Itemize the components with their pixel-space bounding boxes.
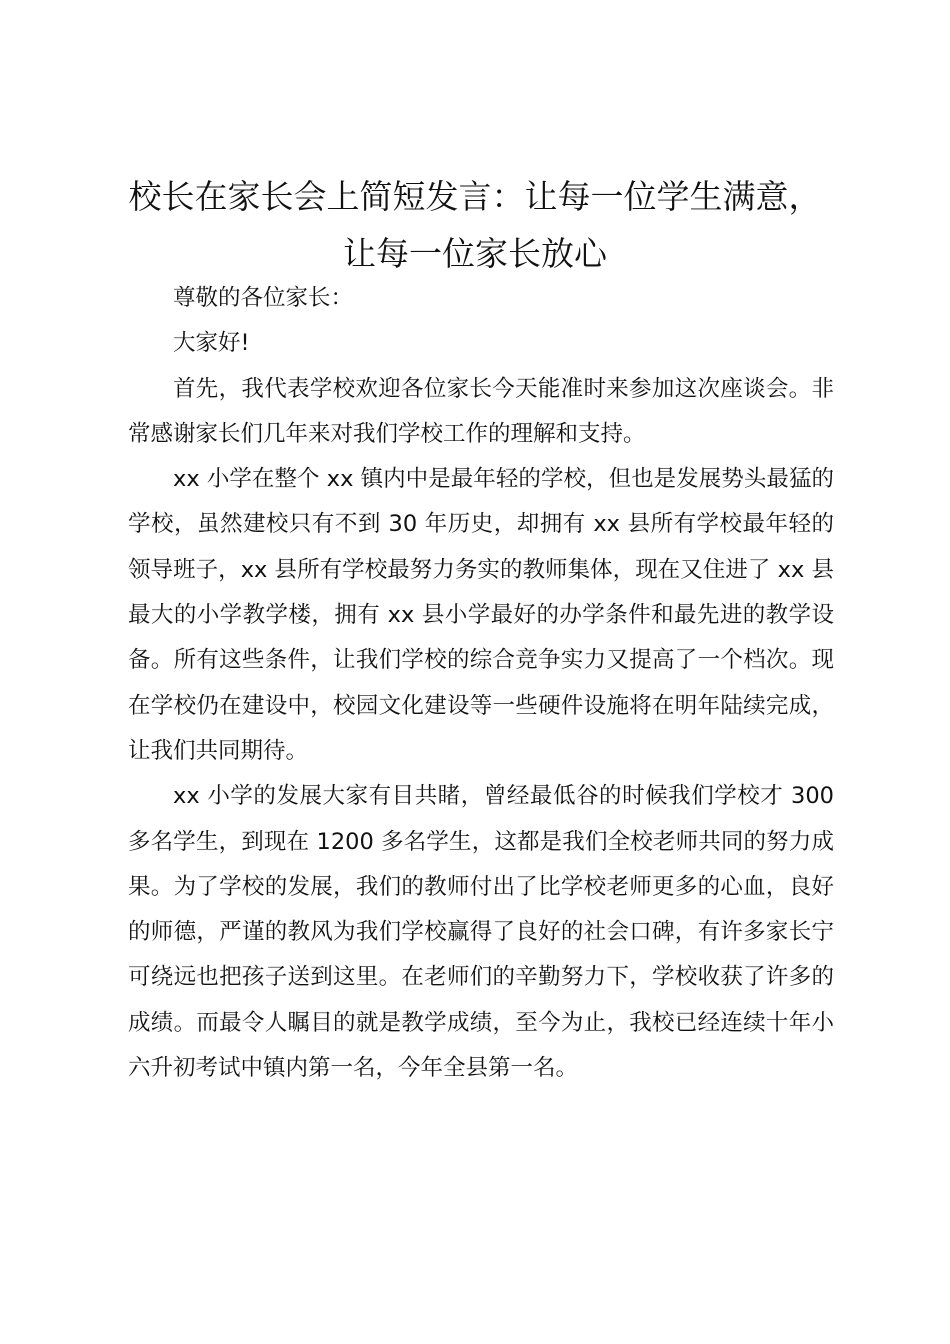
document-body [128,276,834,1091]
page-title [118,168,832,282]
paragraph-school-development: xx 小学的发展大家有目共睹，曾经最低谷的时候我们学校才 300 多名学生，到现在 1200 多名学生，这都是我们全校老师共同的努力成果。为了学校的发展，我们的教师付出了比学校老师更多的心血，良好的师德，严谨的教风为我们学校赢得了良好的社会口碑，有许多家长宁可绕远也把孩子送到这里。在老师们的辛勤努力下，学校收获了许多的成绩。而最令人瞩目的就是教学成绩，至今为止，我校已经连续十年小六升初考试中镇内第一名，今年全县第一名。 [128,783,834,1082]
greeting: 大家好! [173,330,250,357]
paragraph-welcome: 首先，我代表学校欢迎各位家长今天能准时来参加这次座谈会。非常感谢家长们几年来对我们学校工作的理解和支持。 [128,375,834,447]
salutation: 尊敬的各位家长： [173,285,354,311]
paragraph-school-intro: xx 小学在整个 xx 镇内中是最年轻的学校，但也是发展势头最猛的学校，虽然建校只有不到 30 年历史，却拥有 xx 县所有学校最年轻的领导班子，xx 县所有学校最努力务实的教师集体，现在又住进了 xx 县最大的小学教学楼，拥有 xx 县小学最好的办学条件和最先进的教学设备。所有这些条件，让我们学校的综合竞争实力又提高了一个档次。现在学校仍在建设中，校园文化建设等一些硬件设施将在明年陆续完成，让我们共同期待。 [128,466,834,764]
title-line-2: 让每一位家长放心 [343,234,607,273]
title-line-1: 校长在家长会上简短发言：让每一位学生满意， [128,177,822,216]
